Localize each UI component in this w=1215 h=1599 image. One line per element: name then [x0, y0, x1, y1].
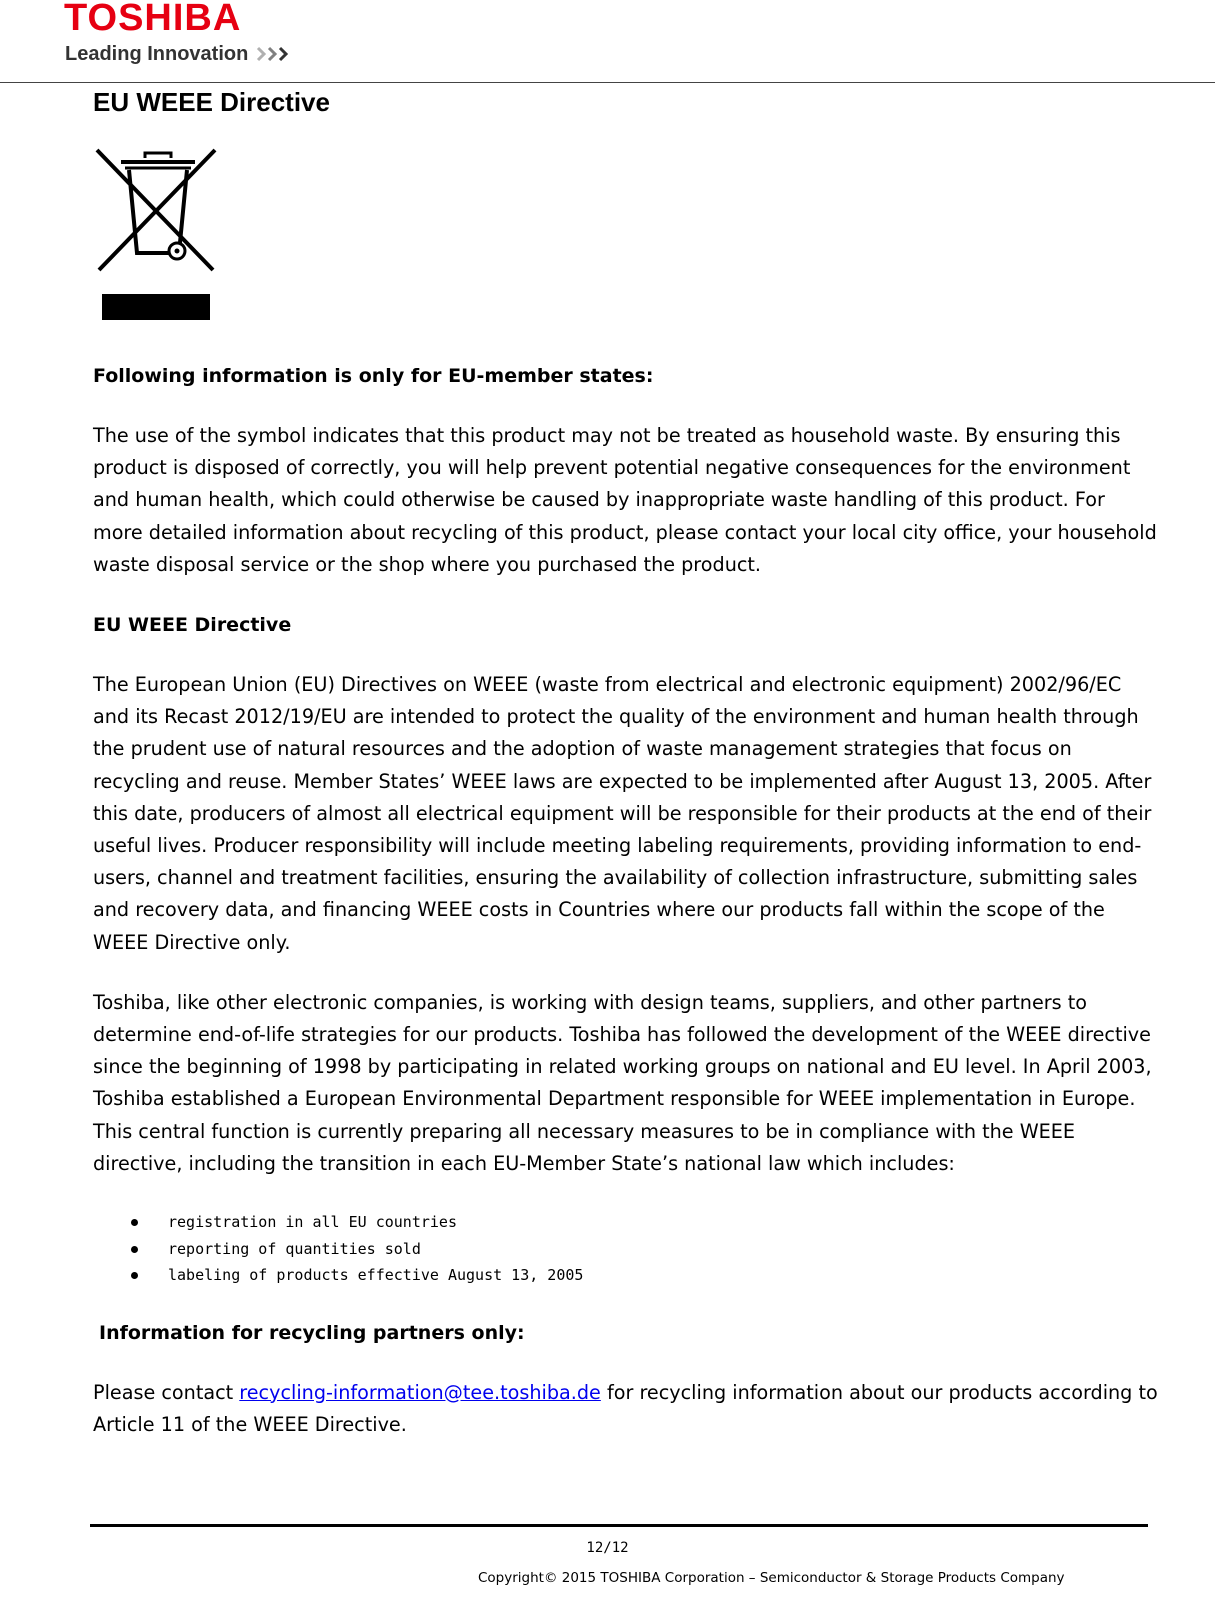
symbol-paragraph: The use of the symbol indicates that this product may not be treated as household waste. By ensuring this product is disposed of correctly, you will help prevent potential negative consequences for the environment and human health, which could otherwise be caused by inappropriate waste handling of this product. For more detailed information about recycling of this product, please contact your local city office, your household waste disposal service or the shop where you purchased the product. — [93, 424, 1157, 576]
recycling-partners-heading: Information for recycling partners only: — [99, 1321, 525, 1344]
page-title: EU WEEE Directive — [93, 87, 330, 117]
brand-tagline-text: Leading Innovation — [65, 43, 249, 65]
contact-suffix: for recycling information about our products according to Article 11 of the WEEE Directive. — [93, 1380, 1158, 1436]
toshiba-logo: TOSHIBA — [64, 0, 242, 39]
triple-chevron-right-icon — [256, 44, 296, 64]
crossed-out-wheelie-bin-icon — [93, 148, 223, 328]
bullet-icon — [131, 1219, 138, 1226]
toshiba-paragraph: Toshiba, like other electronic companies, is working with design teams, suppliers, and other partners to determine end-of-life strategies for our products. Toshiba has followed the development of the WEEE directive since the beginning of 1998 by participating in related working groups on national and EU level. In April 2003, Toshiba established a European Environmental Department responsible for WEEE implementation in Europe. This central function is currently preparing all necessary measures to be in compliance with the WEEE directive, including the transition in each EU-Member State’s national law which includes: — [93, 990, 1152, 1175]
contact-paragraph — [93, 1377, 1158, 1441]
page-header — [0, 0, 1215, 84]
bullet-icon — [131, 1246, 138, 1253]
list-item: labeling of products effective August 13, 2005 — [93, 1262, 1158, 1289]
contact-prefix: Please contact — [93, 1380, 240, 1404]
list-item: registration in all EU countries — [93, 1209, 1158, 1236]
page-number: 12/12 — [586, 1540, 629, 1556]
brand-tagline — [65, 42, 296, 66]
footer-divider — [90, 1524, 1148, 1527]
bullet-icon — [131, 1272, 138, 1279]
weee-directive-heading: EU WEEE Directive — [93, 614, 292, 637]
copyright-notice: Copyright© 2015 TOSHIBA Corporation – Semiconductor & Storage Products Company — [478, 1570, 1065, 1586]
weee-directive-paragraph: The European Union (EU) Directives on WEEE (waste from electrical and electronic equipment) 2002/96/EC and its Recast 2012/19/EU are intended to protect the quality of the environment and human health through the prudent use of natural resources and the adoption of waste management strategies that focus on recycling and reuse. Member States’ WEEE laws are expected to be implemented after August 13, 2005. After this date, producers of almost all electrical equipment will be responsible for their products at the end of their useful lives. Producer responsibility will include meeting labeling requirements, providing information to end-users, channel and treatment facilities, ensuring the availability of collection infrastructure, submitting sales and recovery data, and financing WEEE costs in Countries where our products fall within the scope of the WEEE Directive only. — [93, 673, 1152, 954]
obligations-list — [93, 1209, 1158, 1289]
list-item: reporting of quantities sold — [93, 1236, 1158, 1263]
eu-member-states-heading: Following information is only for EU-member states: — [93, 365, 654, 387]
header-divider — [0, 82, 1215, 83]
recycling-email-link[interactable]: recycling-information@tee.toshiba.de — [239, 1380, 601, 1404]
document-body — [93, 360, 1158, 1441]
